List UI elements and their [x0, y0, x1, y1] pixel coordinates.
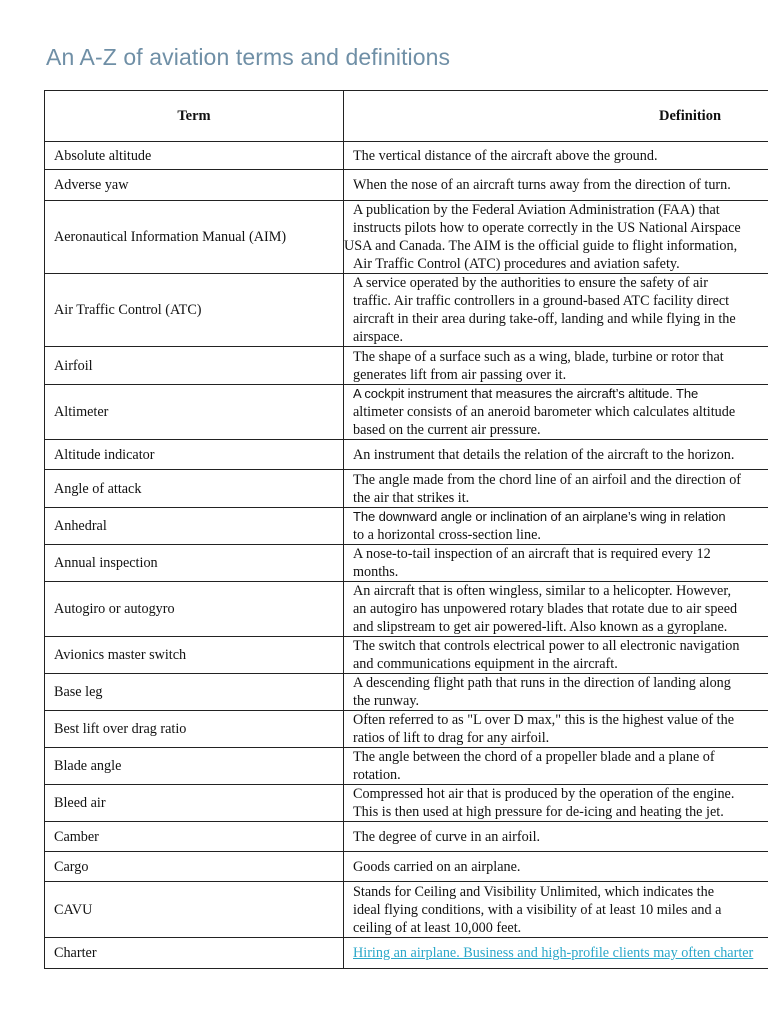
- term-cell: Anhedral: [45, 508, 344, 545]
- term-cell: Aeronautical Information Manual (AIM): [45, 201, 344, 274]
- definition-cell[interactable]: [344, 938, 768, 969]
- term-cell: Best lift over drag ratio: [45, 711, 344, 748]
- definition-line: based on the current air pressure.: [353, 422, 541, 438]
- term-cell: Adverse yaw: [45, 170, 344, 201]
- table-row: [45, 938, 768, 969]
- definition-line: aircraft in their area during take-off, landing and while flying in the: [353, 311, 736, 327]
- definition-line: traffic. Air traffic controllers in a ground-based ATC facility direct: [353, 293, 730, 309]
- definition-line: A cockpit instrument that measures the aircraft’s altitude. The: [353, 386, 699, 401]
- definition-line: The angle between the chord of a propeller blade and a plane of: [353, 749, 715, 765]
- term-cell: Autogiro or autogyro: [45, 582, 344, 637]
- table-row: [45, 785, 768, 822]
- definition-cell: [344, 674, 768, 711]
- definition-line: This is then used at high pressure for de-icing and heating the jet.: [353, 804, 724, 820]
- term-cell: Base leg: [45, 674, 344, 711]
- definition-cell: [344, 748, 768, 785]
- definition-line: The shape of a surface such as a wing, blade, turbine or rotor that: [353, 348, 724, 365]
- definition-cell: [344, 347, 768, 385]
- table-row: [45, 545, 768, 582]
- definition-line: A publication by the Federal Aviation Administration (FAA) that: [353, 202, 720, 218]
- definition-cell: [344, 582, 768, 637]
- definition-line: The switch that controls electrical power to all electronic navigation: [353, 638, 740, 654]
- column-header-definition: Definition: [344, 91, 768, 142]
- term-cell: Altitude indicator: [45, 440, 344, 470]
- term-cell: Annual inspection: [45, 545, 344, 582]
- table-row: [45, 274, 768, 347]
- definition-line: The degree of curve in an airfoil.: [353, 828, 541, 845]
- definition-line: ideal flying conditions, with a visibility of at least 10 miles and a: [353, 901, 722, 918]
- definition-line: The downward angle or inclination of an airplane’s wing in relation: [353, 509, 726, 524]
- table-row: [45, 637, 768, 674]
- definition-line: USA and Canada. The AIM is the official guide to flight information,: [344, 238, 738, 254]
- table-row: [45, 582, 768, 637]
- definition-cell: [344, 385, 768, 440]
- definition-line: When the nose of an aircraft turns away from the direction of turn.: [353, 177, 731, 193]
- column-header-term: Term: [45, 91, 344, 142]
- definition-line: to a horizontal cross-section line.: [353, 527, 541, 543]
- term-cell: Camber: [45, 822, 344, 852]
- table-row: [45, 674, 768, 711]
- definition-line: ratios of lift to drag for any airfoil.: [353, 730, 550, 746]
- terms-table: [44, 90, 768, 969]
- definition-cell: [344, 711, 768, 748]
- table-row: [45, 170, 768, 201]
- definition-link[interactable]: Hiring an airplane. Business and high-profile clients may often charter: [353, 945, 754, 961]
- definition-line: An instrument that details the relation of the aircraft to the horizon.: [353, 446, 735, 463]
- definition-line: and slipstream to get air powered-lift. Also known as a gyroplane.: [353, 619, 728, 635]
- definition-line: the runway.: [353, 693, 420, 709]
- term-cell: Charter: [45, 938, 344, 969]
- definition-line: months.: [353, 564, 399, 580]
- definition-cell: [344, 142, 768, 170]
- table-header-row: [45, 91, 768, 142]
- table-row: [45, 470, 768, 508]
- definition-line: Air Traffic Control (ATC) procedures and aviation safety.: [353, 256, 680, 272]
- definition-cell: [344, 170, 768, 201]
- term-cell: Bleed air: [45, 785, 344, 822]
- table-row: [45, 822, 768, 852]
- definition-line: an autogiro has unpowered rotary blades that rotate due to air speed: [353, 601, 738, 617]
- definition-cell: [344, 545, 768, 582]
- term-cell: Blade angle: [45, 748, 344, 785]
- definition-cell: [344, 440, 768, 470]
- definition-line: instructs pilots how to operate correctly in the US National Airspace: [353, 220, 741, 236]
- definition-line: airspace.: [353, 329, 404, 345]
- term-cell: Angle of attack: [45, 470, 344, 508]
- term-cell: Airfoil: [45, 347, 344, 385]
- definition-cell: [344, 852, 768, 882]
- table-body: [45, 142, 768, 969]
- table-row: [45, 201, 768, 274]
- definition-cell: [344, 508, 768, 545]
- table-row: [45, 142, 768, 170]
- definition-line: Stands for Ceiling and Visibility Unlimited, which indicates the: [353, 883, 715, 900]
- definition-line: An aircraft that is often wingless, similar to a helicopter. However,: [353, 583, 732, 599]
- definition-line: A nose-to-tail inspection of an aircraft that is required every 12: [353, 546, 711, 562]
- definition-cell: [344, 785, 768, 822]
- definition-cell: [344, 201, 768, 274]
- definition-cell: [344, 470, 768, 508]
- term-cell: Air Traffic Control (ATC): [45, 274, 344, 347]
- table-row: [45, 882, 768, 938]
- definition-cell: [344, 882, 768, 938]
- term-cell: CAVU: [45, 882, 344, 938]
- definition-line: ceiling of at least 10,000 feet.: [353, 919, 522, 936]
- table-row: [45, 508, 768, 545]
- definition-line: and communications equipment in the aircraft.: [353, 656, 618, 672]
- definition-line: generates lift from air passing over it.: [353, 366, 567, 383]
- table-row: [45, 385, 768, 440]
- definition-cell: [344, 274, 768, 347]
- definition-line: A descending flight path that runs in the direction of landing along: [353, 675, 731, 691]
- table-row: [45, 748, 768, 785]
- page-title: An A-Z of aviation terms and definitions: [46, 44, 451, 70]
- definition-line: the air that strikes it.: [353, 489, 470, 506]
- table-row: [45, 852, 768, 882]
- table-row: [45, 347, 768, 385]
- definition-line: Goods carried on an airplane.: [353, 858, 521, 875]
- definition-line: The vertical distance of the aircraft above the ground.: [353, 147, 658, 164]
- definition-cell: [344, 637, 768, 674]
- definition-line: The angle made from the chord line of an airfoil and the direction of: [353, 471, 742, 488]
- definition-line: A service operated by the authorities to ensure the safety of air: [353, 275, 708, 291]
- term-cell: Altimeter: [45, 385, 344, 440]
- term-cell: Absolute altitude: [45, 142, 344, 170]
- definition-line: altimeter consists of an aneroid barometer which calculates altitude: [353, 404, 736, 420]
- term-cell: Avionics master switch: [45, 637, 344, 674]
- definition-line: Compressed hot air that is produced by the operation of the engine.: [353, 786, 735, 802]
- definition-cell: [344, 822, 768, 852]
- table-row: [45, 440, 768, 470]
- term-cell: Cargo: [45, 852, 344, 882]
- table-row: [45, 711, 768, 748]
- definition-line: Often referred to as "L over D max," this is the highest value of the: [353, 712, 734, 728]
- definition-line: rotation.: [353, 767, 401, 783]
